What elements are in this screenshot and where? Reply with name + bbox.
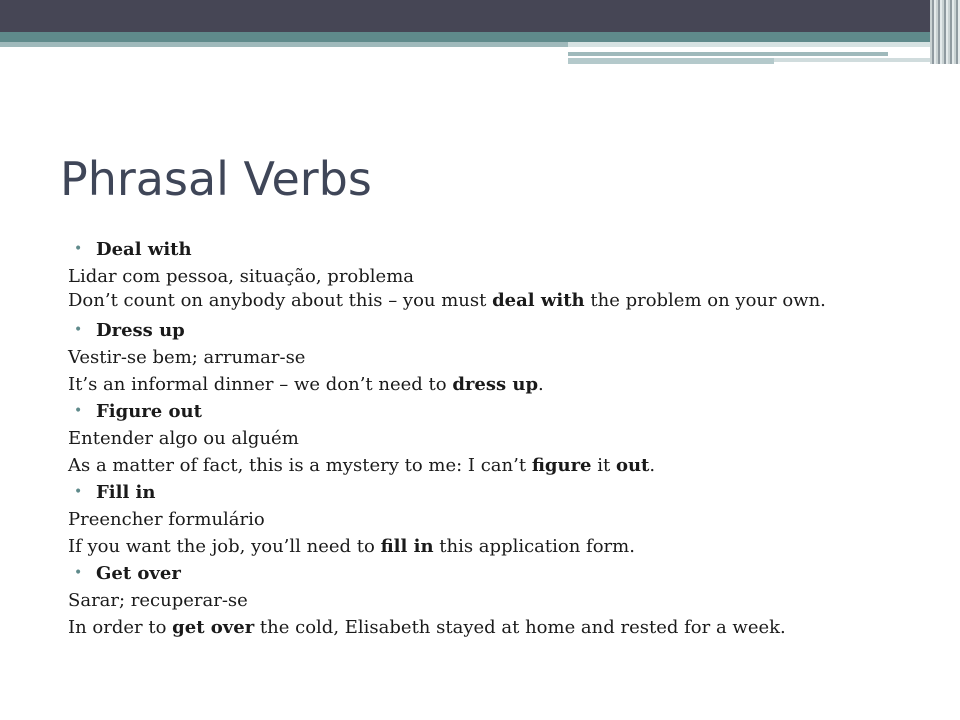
slide-content: [68, 236, 928, 641]
slide-title: Phrasal Verbs: [60, 152, 372, 206]
verb-term: [68, 236, 928, 263]
verb-term: [68, 398, 928, 425]
verb-meaning: Preencher formulário: [68, 509, 265, 530]
header-bar: [0, 0, 960, 32]
header-band: [0, 32, 960, 42]
header-band: [0, 42, 568, 47]
verb-term: [68, 560, 928, 587]
header-stripes: [930, 0, 960, 64]
verb-example: As a matter of fact, this is a mystery to me: I can’t figure it out.: [68, 455, 656, 476]
bullet-icon: •: [74, 565, 83, 581]
verb-term: [68, 317, 928, 344]
verb-example: Don’t count on anybody about this – you must deal with the problem on your own.: [68, 290, 826, 311]
verb-term-label: Get over: [96, 563, 181, 584]
verb-meaning: Entender algo ou alguém: [68, 428, 299, 449]
verb-example: In order to get over the cold, Elisabeth stayed at home and rested for a week.: [68, 617, 786, 638]
verb-meaning: Lidar com pessoa, situação, problema: [68, 266, 414, 287]
verb-example: It’s an informal dinner – we don’t need to dress up.: [68, 374, 544, 395]
verb-term-label: Fill in: [96, 482, 156, 503]
bullet-icon: •: [74, 322, 83, 338]
verb-term: [68, 479, 928, 506]
verb-term-label: Deal with: [96, 239, 192, 260]
header-band: [568, 58, 774, 64]
verb-meaning: Sarar; recuperar-se: [68, 590, 248, 611]
verb-meaning: Vestir-se bem; arrumar-se: [68, 347, 306, 368]
header-band: [568, 42, 960, 47]
header-band: [568, 52, 888, 56]
verb-example: If you want the job, you’ll need to fill in this application form.: [68, 536, 635, 557]
bullet-icon: •: [74, 241, 83, 257]
verb-term-label: Dress up: [96, 320, 185, 341]
verb-term-label: Figure out: [96, 401, 202, 422]
bullet-icon: •: [74, 484, 83, 500]
bullet-icon: •: [74, 403, 83, 419]
